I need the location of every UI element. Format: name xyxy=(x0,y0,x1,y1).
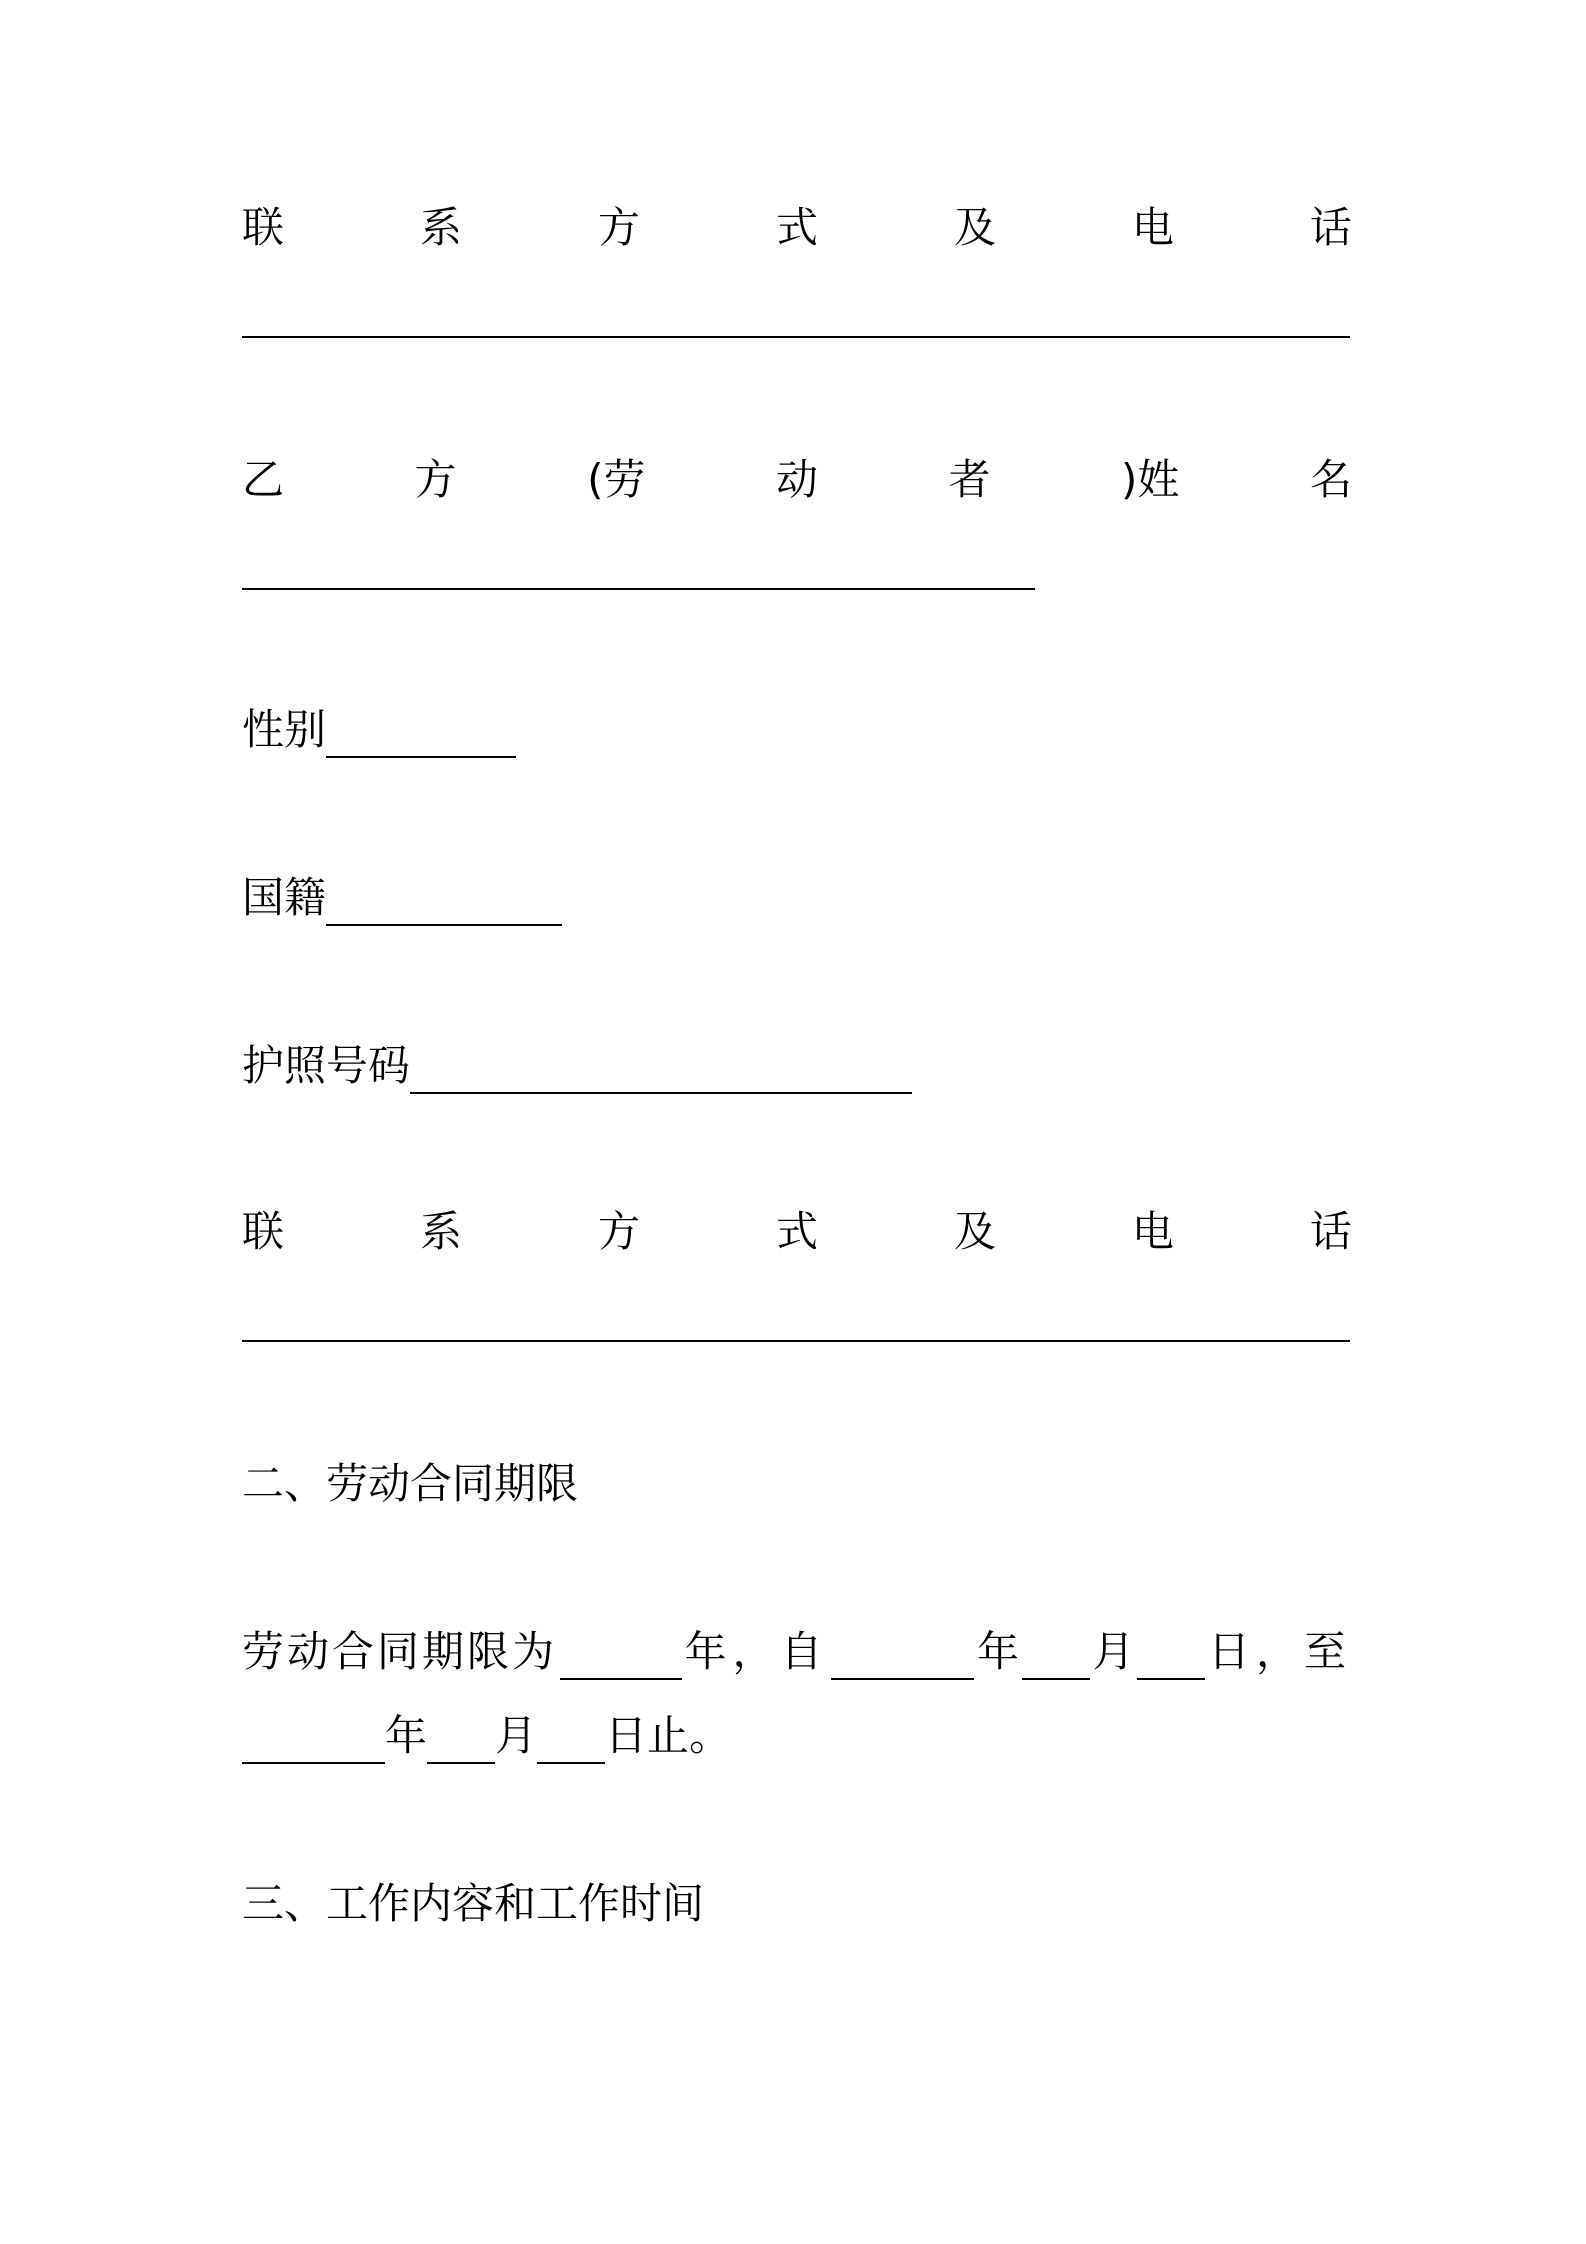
char: (劳 xyxy=(587,455,646,504)
char: 式 xyxy=(775,1207,818,1256)
start-month-blank[interactable] xyxy=(1022,1640,1090,1680)
term-from-text: 年，自 xyxy=(684,1627,829,1676)
term-intro-text: 劳动合同期限为 xyxy=(242,1627,558,1676)
start-year-blank[interactable] xyxy=(831,1640,974,1680)
section-2-heading: 二、劳动合同期限 xyxy=(242,1459,579,1508)
to-text: 日，至 xyxy=(1207,1627,1352,1676)
nationality-label: 国籍 xyxy=(242,873,327,922)
char: 系 xyxy=(419,203,462,252)
char: 话 xyxy=(1309,1207,1352,1256)
char: 系 xyxy=(419,1207,462,1256)
end-year-unit: 年 xyxy=(385,1711,428,1760)
char: 方 xyxy=(597,203,640,252)
char: 名 xyxy=(1309,455,1352,504)
term-years-blank[interactable] xyxy=(560,1640,682,1680)
gender-blank[interactable] xyxy=(326,718,516,758)
gender-label: 性别 xyxy=(242,705,327,754)
gender-field xyxy=(242,702,1352,758)
start-day-blank[interactable] xyxy=(1137,1640,1205,1680)
char: 及 xyxy=(953,1207,996,1256)
end-month-blank[interactable] xyxy=(427,1724,495,1764)
contract-term-line-2 xyxy=(242,1708,1352,1764)
nationality-blank[interactable] xyxy=(326,886,562,926)
party-b-name-blank[interactable] xyxy=(242,588,1035,590)
passport-blank[interactable] xyxy=(410,1054,912,1094)
char: 电 xyxy=(1131,203,1174,252)
party-a-contact-label xyxy=(242,200,1352,256)
char: 话 xyxy=(1309,203,1352,252)
nationality-field xyxy=(242,870,1352,926)
char: 及 xyxy=(953,203,996,252)
char: 动 xyxy=(775,455,818,504)
char: 电 xyxy=(1131,1207,1174,1256)
end-month-unit: 月 xyxy=(495,1711,538,1760)
end-year-blank[interactable] xyxy=(242,1724,385,1764)
party-a-contact-blank[interactable] xyxy=(242,336,1350,338)
char: 乙 xyxy=(242,455,285,504)
start-month-unit: 月 xyxy=(1092,1627,1135,1676)
char: 方 xyxy=(597,1207,640,1256)
passport-label: 护照号码 xyxy=(242,1041,411,1090)
char: 式 xyxy=(775,203,818,252)
char: 者 xyxy=(948,455,991,504)
party-b-contact-blank[interactable] xyxy=(242,1340,1350,1342)
char: )姓 xyxy=(1121,455,1180,504)
contract-term-line-1 xyxy=(242,1624,1352,1680)
section-3-heading: 三、工作内容和工作时间 xyxy=(242,1879,705,1928)
party-b-contact-label xyxy=(242,1204,1352,1260)
char: 联 xyxy=(242,1207,285,1256)
passport-field xyxy=(242,1038,1352,1094)
end-day-blank[interactable] xyxy=(537,1724,605,1764)
party-b-name-label xyxy=(242,452,1352,508)
char: 方 xyxy=(414,455,457,504)
start-year-unit: 年 xyxy=(976,1627,1019,1676)
end-text: 日止。 xyxy=(605,1711,732,1760)
char: 联 xyxy=(242,203,285,252)
